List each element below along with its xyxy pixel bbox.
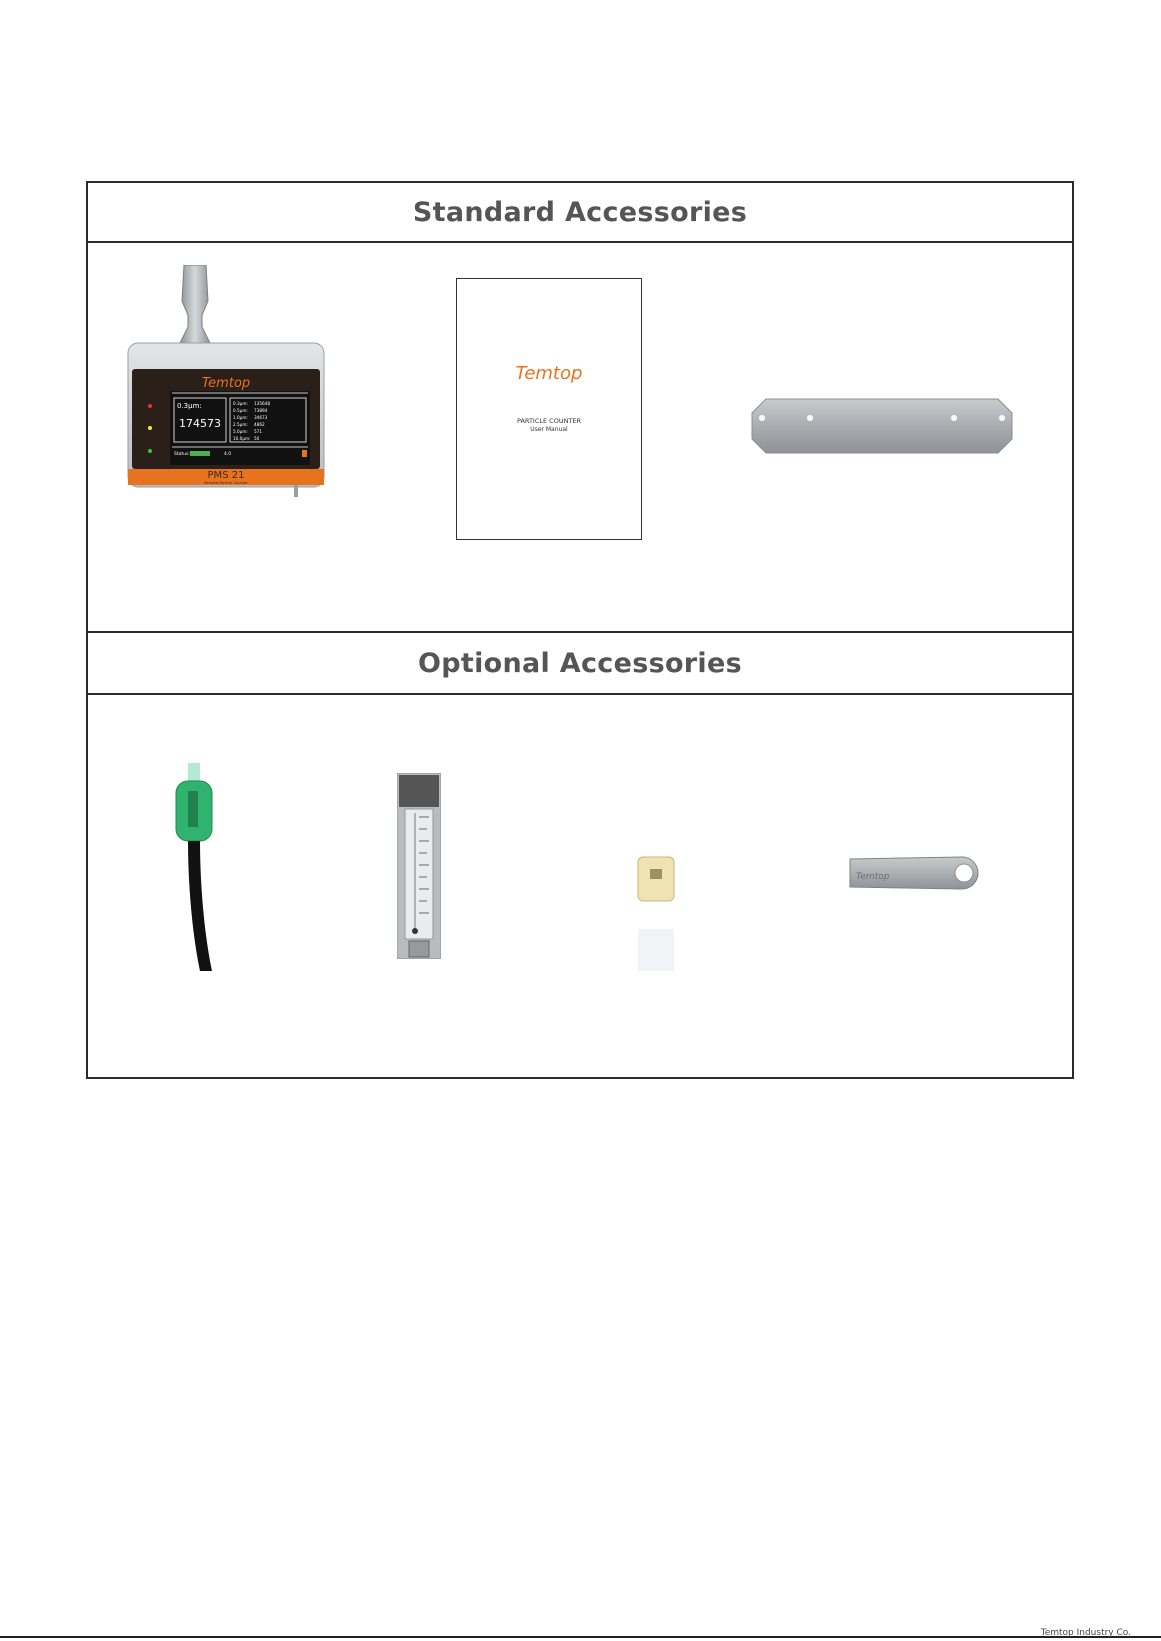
- adjust-knob-icon: [409, 941, 429, 957]
- user-manual: [456, 278, 642, 540]
- device-model: PMS 21: [207, 470, 245, 481]
- inlet-nozzle-icon: [180, 265, 210, 343]
- device-subtitle: Remote Particle Counter: [204, 481, 248, 485]
- channel-label: 5.0μm:: [233, 429, 248, 434]
- led-red-icon: [148, 404, 152, 408]
- svg-text:4.0: 4.0: [224, 452, 232, 457]
- channel-label: 2.5μm:: [233, 422, 248, 427]
- mounting-hole-icon: [759, 415, 765, 421]
- particle-counter-device: [126, 265, 326, 497]
- usb-brand: Temtop: [856, 872, 890, 882]
- flowmeter: [397, 773, 441, 959]
- float-ball-icon: [412, 928, 418, 934]
- outlet-port-icon: [294, 485, 298, 497]
- channel-value: 50: [254, 436, 260, 441]
- footer-rule: [0, 1636, 1161, 1638]
- mounting-hole-icon: [951, 415, 957, 421]
- channel-value: 571: [254, 429, 262, 434]
- channel-label: 1.0μm:: [233, 415, 248, 420]
- channel-value: 135648: [254, 401, 270, 406]
- channel-value: 34673: [254, 415, 268, 420]
- mounting-plate: [750, 397, 1014, 455]
- manual-brand: Temtop: [515, 363, 583, 384]
- device-brand: Temtop: [201, 376, 251, 391]
- manual-title: PARTICLE COUNTER: [516, 417, 582, 425]
- tube-icon: [188, 841, 212, 971]
- usb-flash-drive: [848, 853, 984, 893]
- led-green-icon: [148, 449, 152, 453]
- channel-label: 10.0μm:: [233, 436, 251, 441]
- led-yellow-icon: [148, 426, 152, 430]
- channel-label: 0.3μm:: [233, 401, 248, 406]
- key-ring-hole-icon: [955, 864, 973, 882]
- footer-text: Temtop Industry Co.: [1040, 1628, 1131, 1638]
- channel-value: 73894: [254, 408, 268, 413]
- mounting-hole-icon: [807, 415, 813, 421]
- manual-subtitle: User Manual: [530, 426, 568, 433]
- filter-cartridge: [636, 855, 678, 973]
- svg-text:Status:: Status:: [174, 452, 190, 457]
- zero-filter-tube: [166, 763, 236, 973]
- accessories-table: [86, 181, 1074, 1079]
- mounting-hole-icon: [999, 415, 1005, 421]
- optional-accessories-heading: Optional Accessories: [88, 631, 1072, 695]
- channel-value: 4862: [254, 422, 265, 427]
- svg-text:0.3μm:: 0.3μm:: [177, 402, 202, 410]
- main-count-value: 174573: [179, 417, 221, 430]
- channel-label: 0.5μm:: [233, 408, 248, 413]
- standard-accessories-heading: Standard Accessories: [88, 183, 1072, 243]
